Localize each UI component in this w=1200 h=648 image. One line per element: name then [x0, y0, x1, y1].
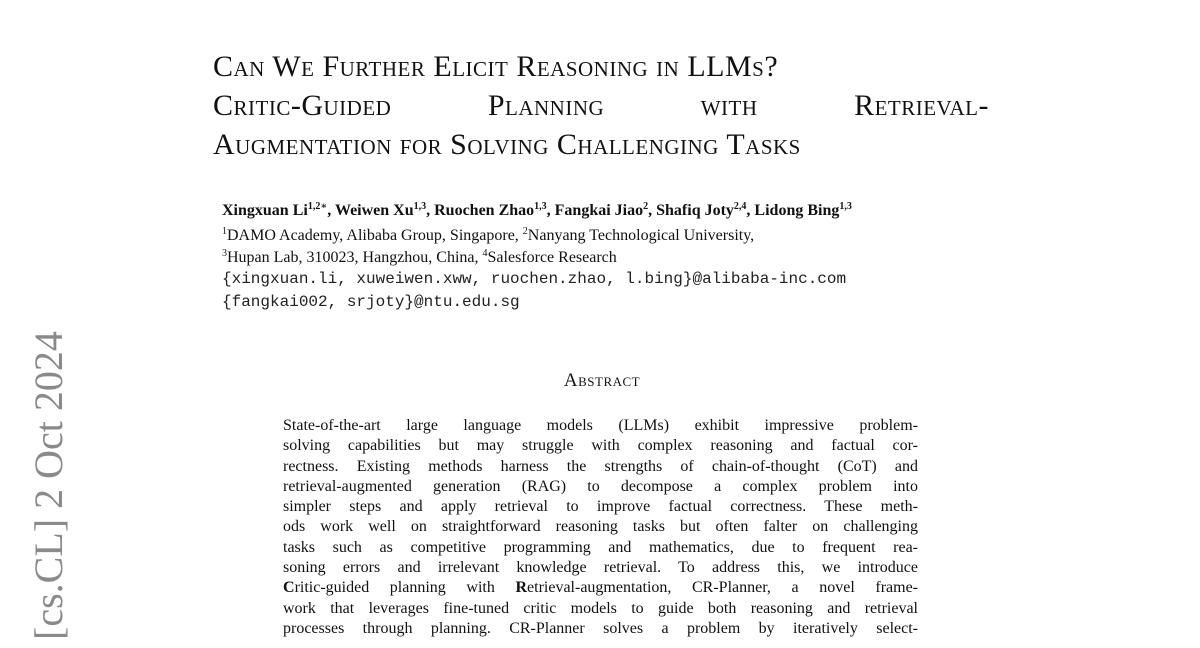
- affiliation-text: Nanyang Technological University,: [527, 227, 755, 244]
- author-list: Xingxuan $Li^{1,2∗}$, Weiwen Xu$^{1,3}$, Ruochen Zhao$^{1,3}$, Fangkai Jiao$^2$, Shafiq Joty$^{2,4}$, Lidong Bing$^{1,3}$: [222, 201, 852, 219]
- email-line[interactable]: {xingxuan.li, xuweiwen.xww, ruochen.zhao, l.bing}@alibaba-inc.com: [222, 270, 847, 288]
- author-name: Xingxuan Li: [222, 202, 308, 219]
- title-line-2: [213, 86, 989, 125]
- abstract-text: etrieval-augmentation, CR-Planner, a novel frame-: [527, 579, 918, 597]
- author-affil-sup: 1,2∗: [307, 201, 328, 212]
- author-name: Fangkai Jiao: [554, 202, 644, 219]
- abstract-line: soning errors and irrelevant knowledge retrieval. To address this, we introduce: [283, 559, 918, 577]
- author-affil-sup: 1,3: [534, 201, 547, 212]
- abstract-body: [283, 416, 918, 639]
- abstract-line: ods work well on straightforward reasoning tasks but often falter on challenging: [283, 518, 918, 536]
- title-word: with: [700, 89, 758, 122]
- bold-initial: R: [515, 579, 528, 597]
- affil-sup: 4: [482, 248, 488, 259]
- title-line-1: Can We Further Elicit Reasoning in LLMs?: [213, 50, 779, 83]
- author-name: Shafiq Joty: [656, 202, 734, 219]
- abstract-line: work that leverages fine-tuned critic models to guide both reasoning and retrieval: [283, 599, 918, 617]
- affil-sup: 1: [222, 226, 227, 237]
- affiliation-line: [222, 247, 1022, 268]
- title-line-3: Augmentation for Solving Challenging Tasks: [213, 128, 801, 161]
- author-name: Ruochen Zhao: [434, 202, 535, 219]
- abstract-line: [283, 578, 918, 598]
- title-word: Critic-Guided: [213, 89, 392, 122]
- abstract-line: tasks such as competitive programming and mathematics, due to frequent rea-: [283, 538, 918, 556]
- affiliation-text: Salesforce Research: [487, 249, 617, 266]
- affiliation-text: Hupan Lab, 310023, Hangzhou, China,: [227, 249, 483, 266]
- author-name: Lidong Bing: [754, 202, 840, 219]
- affiliation-line: [222, 225, 1022, 246]
- affiliation-text: DAMO Academy, Alibaba Group, Singapore,: [227, 227, 523, 244]
- author-affil-sup: 2: [643, 201, 649, 212]
- author-name: Weiwen Xu: [334, 202, 414, 219]
- abstract-heading: Abstract: [563, 370, 641, 391]
- abstract-line: solving capabilities but may struggle with complex reasoning and factual cor-: [283, 437, 918, 455]
- arxiv-stamp: [cs.CL] 2 Oct 2024: [26, 331, 71, 640]
- author-affil-sup: 2,4: [733, 201, 747, 212]
- author-affil-sup: 1,3: [413, 201, 427, 212]
- paper-title: [213, 47, 989, 164]
- abstract-line: rectness. Existing methods harness the strengths of chain-of-thought (CoT) and: [283, 457, 918, 475]
- email-line[interactable]: {fangkai002, srjoty}@ntu.edu.sg: [222, 293, 520, 311]
- abstract-line: retrieval-augmented generation (RAG) to decompose a complex problem into: [283, 477, 918, 495]
- title-word: Planning: [487, 89, 605, 122]
- affil-sup: 3: [222, 248, 227, 259]
- bold-initial: C: [283, 579, 295, 597]
- author-affil-sup: 1,3: [839, 201, 852, 212]
- abstract-line: simpler steps and apply retrieval to improve factual correctness. These meth-: [283, 498, 918, 516]
- abstract-text: ritic-guided planning with: [294, 579, 516, 597]
- abstract-line: State-of-the-art large language models (LLMs) exhibit impressive problem-: [283, 417, 918, 434]
- title-word: Retrieval-: [854, 89, 989, 122]
- affil-sup: 2: [522, 226, 528, 237]
- abstract-line: processes through planning. CR-Planner solves a problem by iteratively select-: [283, 619, 918, 637]
